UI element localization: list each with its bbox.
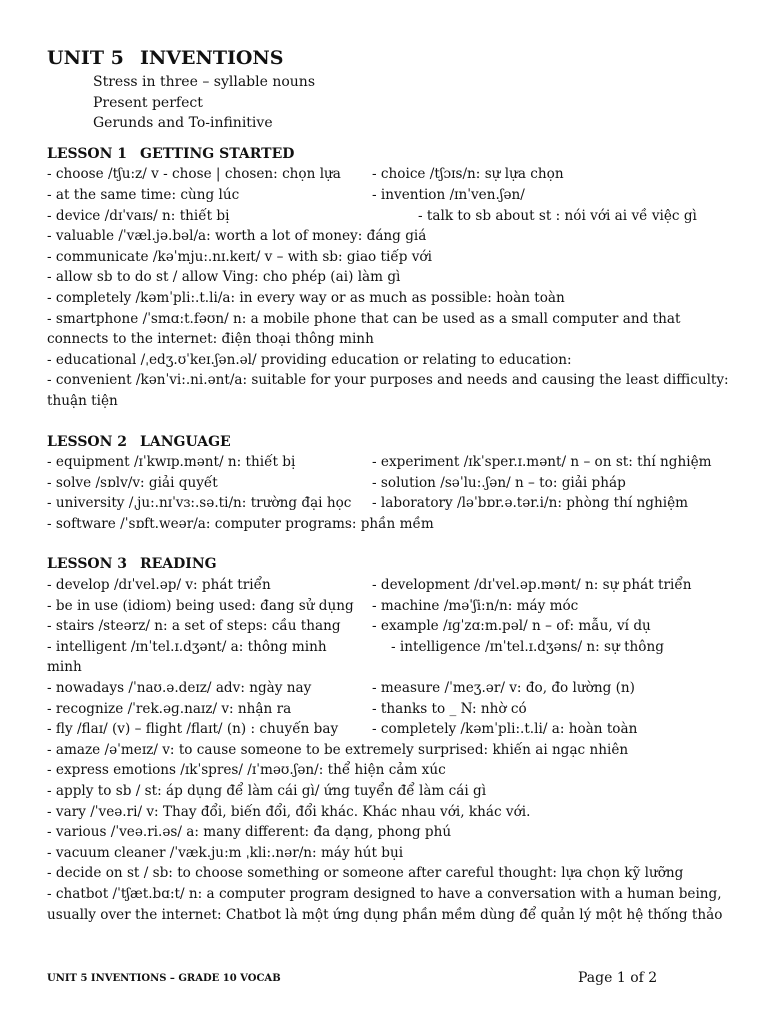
lesson-title: GETTING STARTED bbox=[140, 145, 295, 162]
vocab-row bbox=[47, 206, 727, 227]
vocab-entry: - university /ˌju:.nɪˈvɜ:.sə.ti/n: trường đại học bbox=[47, 495, 352, 512]
vocab-entry: - be in use (idiom) being used: đang sử dụng bbox=[47, 597, 354, 614]
vocab-entry: - intelligence /ɪnˈtel.ɪ.dʒəns/ n: sự thông bbox=[391, 638, 664, 655]
vocab-row bbox=[47, 575, 727, 596]
vocab-entry: - talk to sb about st : nói với ai về việc gì bbox=[418, 207, 697, 224]
vocab-entry: - recognize /ˈrek.əɡ.naɪz/ v: nhận ra bbox=[47, 700, 292, 717]
vocab-entry: - choose /tʃu:z/ v - chose | chosen: chọn lựa bbox=[47, 166, 341, 183]
vocab-row bbox=[47, 616, 727, 637]
vocab-row: - allow sb to do st / allow Ving: cho phép (ai) làm gì bbox=[47, 269, 401, 286]
lesson-3-section bbox=[47, 554, 727, 925]
vocab-entry: - develop /dɪˈvel.əp/ v: phát triển bbox=[47, 577, 271, 594]
vocab-entry: - fly /flaɪ/ (v) – flight /flaɪt/ (n) : chuyến bay bbox=[47, 721, 339, 738]
vocab-row: - completely /kəmˈpli:.t.li/a: in every way or as much as possible: hoàn toàn bbox=[47, 289, 565, 306]
vocab-row bbox=[47, 596, 727, 617]
vocab-row: - decide on st / sb: to choose something or someone after careful thought: lựa chọn kỹ lưỡng bbox=[47, 865, 684, 882]
vocab-entry: - completely /kəmˈpli:.t.li/ a: hoàn toàn bbox=[372, 721, 638, 738]
unit-title bbox=[47, 44, 727, 72]
vocab-row bbox=[47, 699, 727, 720]
vocab-row: - software /ˈsɒft.weər/a: computer programs: phần mềm bbox=[47, 515, 434, 532]
vocab-row-continuation: minh bbox=[47, 659, 82, 676]
lesson-title: READING bbox=[140, 556, 217, 573]
vocab-entry: - machine /məˈʃi:n/n: máy móc bbox=[372, 597, 579, 614]
vocab-entry: - solve /sɒlv/v: giải quyết bbox=[47, 474, 218, 491]
unit-name: INVENTIONS bbox=[140, 47, 284, 69]
vocab-row: - valuable /ˈvæl.jə.bəl/a: worth a lot of money: đáng giá bbox=[47, 228, 427, 245]
vocab-row: - vacuum cleaner /ˈvæk.ju:m ˌkli:.nər/n: máy hút bụi bbox=[47, 844, 404, 861]
vocab-row: - express emotions /ɪkˈspres/ /ɪˈməʊ.ʃən/: thể hiện cảm xúc bbox=[47, 762, 446, 779]
vocab-entry: - measure /ˈmeʒ.ər/ v: đo, đo lường (n) bbox=[372, 680, 635, 697]
vocab-row: - convenient /kənˈvi:.ni.ənt/a: suitable for your purposes and needs and causing the least difficulty: thuận tiện bbox=[47, 372, 729, 409]
lesson-1-section bbox=[47, 144, 727, 412]
lesson-heading bbox=[47, 432, 727, 453]
vocab-entry: - at the same time: cùng lúc bbox=[47, 186, 240, 203]
objective-item: Gerunds and To-infinitive bbox=[93, 115, 273, 132]
unit-number: UNIT 5 bbox=[47, 47, 124, 69]
vocab-row bbox=[47, 637, 727, 658]
vocab-row: - various /ˈveə.ri.əs/ a: many different: đa dạng, phong phú bbox=[47, 824, 452, 841]
vocab-entry: - stairs /steərz/ n: a set of steps: cầu thang bbox=[47, 618, 341, 635]
vocab-row bbox=[47, 719, 727, 740]
objective-item: Stress in three – syllable nouns bbox=[93, 74, 315, 90]
lesson-2-section bbox=[47, 432, 727, 535]
vocab-entry: - equipment /ɪˈkwɪp.mənt/ n: thiết bị bbox=[47, 454, 296, 471]
lesson-number: LESSON 2 bbox=[47, 433, 128, 450]
lesson-number: LESSON 3 bbox=[47, 556, 128, 573]
lesson-number: LESSON 1 bbox=[47, 145, 128, 162]
vocab-entry: - choice /tʃɔɪs/n: sự lựa chọn bbox=[372, 166, 564, 183]
vocab-entry: - nowadays /ˈnaʊ.ə.deɪz/ adv: ngày nay bbox=[47, 680, 312, 697]
footer-title: UNIT 5 INVENTIONS – GRADE 10 VOCAB bbox=[47, 973, 281, 984]
vocab-row bbox=[47, 473, 727, 494]
vocab-row: - vary /ˈveə.ri/ v: Thay đổi, biến đổi, đổi khác. Khác nhau với, khác với. bbox=[47, 803, 531, 820]
vocab-entry: - development /dɪˈvel.əp.mənt/ n: sự phát triển bbox=[372, 577, 692, 594]
objectives-list bbox=[93, 72, 727, 134]
vocab-entry: - solution /səˈlu:.ʃən/ n – to: giải pháp bbox=[372, 474, 626, 491]
vocab-row bbox=[47, 164, 727, 185]
lesson-title: LANGUAGE bbox=[140, 433, 231, 450]
vocab-entry: - device /dɪˈvaɪs/ n: thiết bị bbox=[47, 207, 230, 224]
vocab-row: - communicate /kəˈmju:.nɪ.keɪt/ v – with sb: giao tiếp với bbox=[47, 248, 432, 265]
document-page bbox=[47, 44, 727, 925]
vocab-row: - apply to sb / st: áp dụng để làm cái gì/ ứng tuyển để làm cái gì bbox=[47, 783, 487, 799]
vocab-entry: - invention /ɪnˈven.ʃən/ bbox=[372, 186, 525, 203]
vocab-entry: - example /ɪɡˈzɑ:m.pəl/ n – of: mẫu, ví dụ bbox=[372, 618, 651, 635]
vocab-entry: - thanks to _ N: nhờ có bbox=[372, 700, 527, 717]
vocab-row bbox=[47, 185, 727, 206]
vocab-row bbox=[47, 452, 727, 473]
lesson-heading bbox=[47, 144, 727, 165]
vocab-entry: - intelligent /ɪnˈtel.ɪ.dʒənt/ a: thông minh bbox=[47, 638, 327, 655]
vocab-row bbox=[47, 678, 727, 699]
objective-item: Present perfect bbox=[93, 94, 203, 111]
vocab-row: - amaze /əˈmeɪz/ v: to cause someone to be extremely surprised: khiến ai ngạc nhiên bbox=[47, 741, 629, 758]
vocab-entry: - experiment /ɪkˈsper.ɪ.mənt/ n – on st: thí nghiệm bbox=[372, 454, 712, 471]
vocab-row: - smartphone /ˈsmɑ:t.fəʊn/ n: a mobile phone that can be used as a small computer and that connects to the internet: điện thoại thông minh bbox=[47, 310, 681, 348]
vocab-entry: - laboratory /ləˈbɒr.ə.tər.i/n: phòng thí nghiệm bbox=[372, 495, 689, 512]
vocab-row bbox=[47, 493, 727, 514]
vocab-row: - chatbot /ˈtʃæt.bɑ:t/ n: a computer program designed to have a conversation with a human being, usually over the internet: Chatbot là một ứng dụng phần mềm dùng để quản lý một hệ thống thảo bbox=[47, 885, 723, 923]
page-number: Page 1 of 2 bbox=[578, 970, 658, 986]
lesson-heading bbox=[47, 554, 727, 575]
vocab-row: - educational /ˌedʒ.ʊˈkeɪ.ʃən.əl/ providing education or relating to education: bbox=[47, 351, 572, 368]
